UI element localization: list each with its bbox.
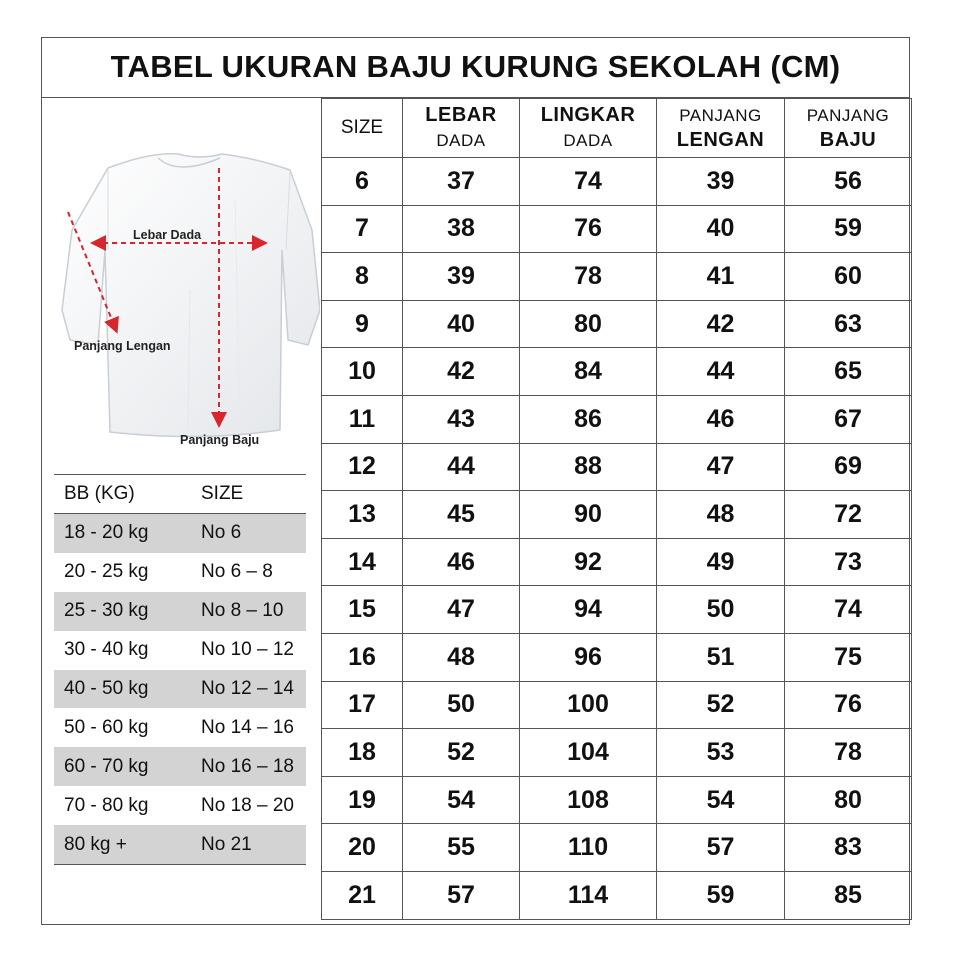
- header-panjang: PANJANG: [679, 106, 762, 125]
- header-lebar-dada: [403, 99, 520, 158]
- header-panjang-2: PANJANG: [806, 106, 890, 125]
- cell-lebar-dada: 45: [403, 491, 520, 539]
- cell-size: 20: [322, 824, 403, 872]
- cell-size: 10: [322, 348, 403, 396]
- cell-size: No 18 – 20: [201, 794, 294, 816]
- table-row: [322, 776, 912, 824]
- cell-weight: 80 kg +: [54, 825, 191, 864]
- label-lebar-dada: Lebar Dada: [133, 228, 202, 242]
- cell-size: No 21: [191, 825, 306, 864]
- table-row: [322, 205, 912, 253]
- cell-lebar-dada: 40: [403, 300, 520, 348]
- cell-size: 15: [322, 586, 403, 634]
- table-row: [322, 824, 912, 872]
- header-size: SIZE: [191, 475, 306, 514]
- cell-panjang-lengan: 41: [657, 253, 785, 301]
- cell-size: No 14 – 16: [201, 716, 294, 738]
- cell-lebar-dada: 39: [403, 253, 520, 301]
- cell-panjang-lengan: 51: [657, 633, 785, 681]
- cell-lebar-dada: 44: [403, 443, 520, 491]
- cell-lingkar-dada: 80: [520, 300, 657, 348]
- header-baju: BAJU: [819, 129, 877, 151]
- cell-panjang-baju: 78: [785, 729, 912, 777]
- list-item: [54, 786, 306, 825]
- cell-panjang-baju: 83: [785, 824, 912, 872]
- list-item: [54, 708, 306, 747]
- cell-lebar-dada: 46: [403, 538, 520, 586]
- cell-lebar-dada: 57: [403, 871, 520, 919]
- cell-panjang-lengan: 52: [657, 681, 785, 729]
- header-dada: DADA: [436, 131, 486, 150]
- shirt-image: [50, 140, 320, 460]
- cell-lingkar-dada: 104: [520, 729, 657, 777]
- cell-lebar-dada: 55: [403, 824, 520, 872]
- cell-size: No 10 – 12: [201, 639, 294, 661]
- cell-weight: 20 - 25 kg: [64, 561, 149, 583]
- cell-size: 16: [322, 633, 403, 681]
- cell-lingkar-dada: 96: [520, 633, 657, 681]
- header-lingkar-dada: [520, 99, 657, 158]
- cell-panjang-baju: 73: [785, 538, 912, 586]
- cell-size: No 6 – 8: [201, 561, 273, 583]
- cell-lebar-dada: 38: [403, 205, 520, 253]
- label-panjang-baju: Panjang Baju: [180, 433, 260, 447]
- cell-size: 7: [322, 205, 403, 253]
- table-row: [322, 538, 912, 586]
- table-row: [322, 348, 912, 396]
- list-item: [54, 670, 306, 709]
- cell-lingkar-dada: 76: [520, 205, 657, 253]
- cell-lingkar-dada: 92: [520, 538, 657, 586]
- header-panjang-lengan: [657, 99, 785, 158]
- cell-size: 6: [322, 158, 403, 206]
- weight-table-header: [54, 475, 306, 514]
- table-row: [322, 158, 912, 206]
- cell-lebar-dada: 42: [403, 348, 520, 396]
- cell-lebar-dada: 43: [403, 395, 520, 443]
- cell-size: 19: [322, 776, 403, 824]
- header-panjang-baju: [785, 99, 912, 158]
- cell-panjang-baju: 75: [785, 633, 912, 681]
- cell-lingkar-dada: 108: [520, 776, 657, 824]
- cell-panjang-lengan: 40: [657, 205, 785, 253]
- cell-panjang-baju: 85: [785, 871, 912, 919]
- cell-panjang-lengan: 49: [657, 538, 785, 586]
- cell-panjang-baju: 60: [785, 253, 912, 301]
- cell-weight: 25 - 30 kg: [54, 592, 191, 631]
- cell-size: 12: [322, 443, 403, 491]
- cell-lingkar-dada: 88: [520, 443, 657, 491]
- cell-size: 21: [322, 871, 403, 919]
- cell-lebar-dada: 54: [403, 776, 520, 824]
- cell-panjang-lengan: 57: [657, 824, 785, 872]
- table-row: [322, 729, 912, 777]
- header-lengan: LENGAN: [676, 129, 765, 151]
- cell-lingkar-dada: 100: [520, 681, 657, 729]
- table-row: [322, 871, 912, 919]
- cell-panjang-baju: 67: [785, 395, 912, 443]
- cell-panjang-lengan: 54: [657, 776, 785, 824]
- cell-size: 18: [322, 729, 403, 777]
- table-row: [322, 300, 912, 348]
- cell-panjang-baju: 59: [785, 205, 912, 253]
- cell-panjang-baju: 74: [785, 586, 912, 634]
- cell-panjang-lengan: 53: [657, 729, 785, 777]
- cell-panjang-lengan: 44: [657, 348, 785, 396]
- header-lebar: LEBAR: [425, 104, 497, 126]
- cell-lingkar-dada: 94: [520, 586, 657, 634]
- cell-panjang-baju: 69: [785, 443, 912, 491]
- weight-size-table: [54, 474, 306, 865]
- header-size-label: SIZE: [340, 117, 384, 138]
- table-row: [322, 395, 912, 443]
- cell-lingkar-dada: 90: [520, 491, 657, 539]
- header-dada-2: DADA: [563, 131, 613, 150]
- cell-panjang-baju: 72: [785, 491, 912, 539]
- cell-panjang-lengan: 42: [657, 300, 785, 348]
- cell-size: 13: [322, 491, 403, 539]
- cell-lebar-dada: 50: [403, 681, 520, 729]
- cell-panjang-lengan: 46: [657, 395, 785, 443]
- cell-size: No 12 – 14: [191, 670, 306, 709]
- cell-lingkar-dada: 86: [520, 395, 657, 443]
- cell-lebar-dada: 37: [403, 158, 520, 206]
- cell-size: No 8 – 10: [191, 592, 306, 631]
- header-size-col: [322, 99, 403, 158]
- table-row: [322, 443, 912, 491]
- cell-size: 8: [322, 253, 403, 301]
- cell-panjang-lengan: 59: [657, 871, 785, 919]
- table-row: [322, 491, 912, 539]
- size-measurement-table: [321, 98, 912, 920]
- list-item: [54, 514, 306, 553]
- cell-size: 17: [322, 681, 403, 729]
- cell-lingkar-dada: 74: [520, 158, 657, 206]
- cell-panjang-baju: 76: [785, 681, 912, 729]
- list-item: [54, 553, 306, 592]
- cell-panjang-lengan: 47: [657, 443, 785, 491]
- cell-size: 14: [322, 538, 403, 586]
- cell-weight: 18 - 20 kg: [54, 514, 191, 553]
- cell-lebar-dada: 47: [403, 586, 520, 634]
- cell-weight: 40 - 50 kg: [54, 670, 191, 709]
- list-item: [54, 592, 306, 631]
- list-item: [54, 631, 306, 670]
- cell-lingkar-dada: 78: [520, 253, 657, 301]
- cell-panjang-lengan: 48: [657, 491, 785, 539]
- table-row: [322, 586, 912, 634]
- table-row: [322, 633, 912, 681]
- cell-size: No 16 – 18: [191, 747, 306, 786]
- cell-panjang-baju: 80: [785, 776, 912, 824]
- cell-weight: 70 - 80 kg: [64, 794, 149, 816]
- cell-panjang-lengan: 39: [657, 158, 785, 206]
- cell-panjang-baju: 65: [785, 348, 912, 396]
- cell-panjang-baju: 63: [785, 300, 912, 348]
- table-row: [322, 253, 912, 301]
- cell-size: No 6: [191, 514, 306, 553]
- table-row: [322, 681, 912, 729]
- cell-weight: 60 - 70 kg: [54, 747, 191, 786]
- cell-panjang-baju: 56: [785, 158, 912, 206]
- cell-weight: 50 - 60 kg: [64, 716, 149, 738]
- cell-weight: 30 - 40 kg: [64, 639, 149, 661]
- cell-lingkar-dada: 114: [520, 871, 657, 919]
- cell-size: 11: [322, 395, 403, 443]
- page-title: TABEL UKURAN BAJU KURUNG SEKOLAH (CM): [41, 37, 910, 98]
- cell-lebar-dada: 52: [403, 729, 520, 777]
- shirt-illustration: [50, 140, 320, 460]
- label-panjang-lengan: Panjang Lengan: [74, 339, 171, 353]
- list-item: [54, 825, 306, 864]
- list-item: [54, 747, 306, 786]
- cell-lingkar-dada: 110: [520, 824, 657, 872]
- cell-size: 9: [322, 300, 403, 348]
- header-lingkar: LINGKAR: [540, 104, 636, 126]
- cell-lebar-dada: 48: [403, 633, 520, 681]
- cell-panjang-lengan: 50: [657, 586, 785, 634]
- size-table-header: [322, 99, 912, 158]
- header-bb-kg: BB (KG): [54, 475, 191, 514]
- cell-lingkar-dada: 84: [520, 348, 657, 396]
